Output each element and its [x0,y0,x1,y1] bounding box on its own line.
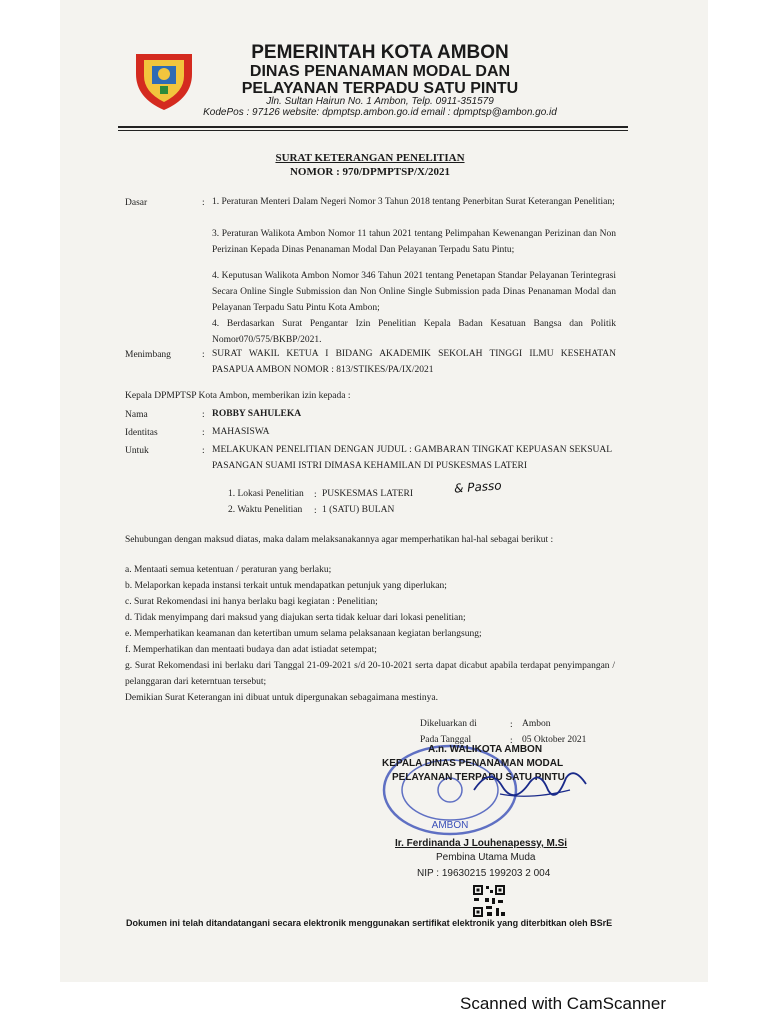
closing-text: Demikian Surat Keterangan ini dibuat untuk dipergunakan sebagaimana mestinya. [125,693,438,703]
untuk-label: Untuk [125,446,149,456]
header-divider [118,126,628,128]
waktu-label: 2. Waktu Penelitian [228,505,303,515]
nama-label: Nama [125,410,148,420]
lokasi-colon: : [314,490,317,500]
untuk-value: MELAKUKAN PENELITIAN DENGAN JUDUL : GAMBARAN TINGKAT KEPUASAN SEKSUAL PASANGAN SUAMI ISTRI DIMASA KEHAMILAN DI PUSKESMAS LATERI [212,445,612,471]
handwritten-signature [470,760,590,810]
untuk-colon: : [202,446,205,456]
signatory-name: Ir. Ferdinanda J Louhenapessy, M.Si [395,838,568,849]
dasar-item: 3. Peraturan Walikota Ambon Nomor 11 tahun 2021 tentang Pelimpahan Kewenangan Perizinan dan Non Perizinan Kepada Dinas Penanaman Modal Dan Pelayanan Terpadu Satu Pintu; [212,229,616,255]
signatory-line1: A.n. WALIKOTA AMBON [428,744,543,755]
issued-place-label: Dikeluarkan di [420,719,477,729]
condition-item: b. Melaporkan kepada instansi terkait untuk mendapatkan petunjuk yang diperlukan; [125,581,447,591]
dasar-colon: : [202,198,205,208]
condition-item: e. Memperhatikan keamanan dan ketertiban umum selama pelaksanaan kegiatan berlangsung; [125,629,482,639]
issued-date-colon: : [510,736,513,746]
dasar-item: 1. Peraturan Menteri Dalam Negeri Nomor 3 Tahun 2018 tentang Penerbitan Surat Keterangan Penelitian; [212,197,615,207]
document-number: NOMOR : 970/DPMPTSP/X/2021 [289,166,451,178]
nama-colon: : [202,410,205,420]
dasar-label: Dasar [125,198,148,208]
condition-item: d. Tidak menyimpang dari maksud yang diajukan serta tidak keluar dari lokasi penelitian; [125,613,466,623]
signatory-rank: Pembina Utama Muda [436,852,536,863]
closing-intro: Sehubungan dengan maksud diatas, maka dalam melaksanakannya agar memperhatikan hal-hal sebagai berikut : [125,535,554,545]
lokasi-handwritten-note: & Passo [453,478,503,496]
menimbang-text: SURAT WAKIL KETUA I BIDANG AKADEMIK SEKOLAH TINGGI ILMU KESEHATAN PASAPUA AMBON NOMOR : 813/STIKES/PA/IX/2021 [212,349,616,375]
signatory-line3: PELAYANAN TERPADU SATU PINTU [392,772,565,783]
scanner-watermark: Scanned with CamScanner [460,994,667,1013]
lokasi-label: 1. Lokasi Penelitian [228,489,304,499]
document-title: SURAT KETERANGAN PENELITIAN [275,152,465,164]
menimbang-label: Menimbang [125,350,171,360]
header-divider-thin [118,130,628,131]
issued-place-colon: : [510,720,513,730]
condition-item: c. Surat Rekomendasi ini hanya berlaku bagi kegiatan : Penelitian; [125,597,378,607]
waktu-value: 1 (SATU) BULAN [322,505,395,515]
nama-value: ROBBY SAHULEKA [212,409,302,419]
signatory-nip: NIP : 19630215 199203 2 004 [417,868,551,879]
identitas-colon: : [202,428,205,438]
dasar-item: 4. Keputusan Walikota Ambon Nomor 346 Tahun 2021 tentang Penetapan Standar Pelayanan Terintegrasi Secara Online Single Submission dan Non Online Single Submission pada Dinas Penanaman Modal dan Pelayanan Terpadu Satu Pintu Kota Ambon; [212,271,616,313]
header-agency-line1: DINAS PENANAMAN MODAL DAN [249,63,511,80]
waktu-colon: : [314,506,317,516]
issued-date-value: 05 Oktober 2021 [522,735,587,745]
stamp-text: AMBON [431,820,469,831]
menimbang-colon: : [202,350,205,360]
signatory-line2: KEPALA DINAS PENANAMAN MODAL [382,758,564,769]
issued-place-value: Ambon [522,719,551,729]
lokasi-value: PUSKESMAS LATERI [322,489,414,499]
condition-item: a. Mentaati semua ketentuan / peraturan yang berlaku; [125,565,332,575]
identitas-value: MAHASISWA [212,427,270,437]
issued-date-label: Pada Tanggal [420,735,472,745]
header-contact: KodePos : 97126 website: dpmptsp.ambon.go.id email : dpmptsp@ambon.go.id [203,107,557,118]
header-agency-line2: PELAYANAN TERPADU SATU PINTU [241,80,519,97]
intro-text: Kepala DPMPTSP Kota Ambon, memberikan izin kepada : [125,391,351,401]
dasar-item: 4. Berdasarkan Surat Pengantar Izin Penelitian Kepala Badan Kesatuan Bangsa dan Politik Nomor070/575/BKBP/2021. [212,319,616,345]
footer-note: Dokumen ini telah ditandatangani secara elektronik menggunakan sertifikat elektronik yang diterbitkan oleh BSrE [126,918,613,928]
header-address: Jln. Sultan Hairun No. 1 Ambon, Telp. 0911-351579 [266,96,494,107]
header-government: PEMERINTAH KOTA AMBON [251,42,509,63]
condition-item: g. Surat Rekomendasi ini berlaku dari Tanggal 21-09-2021 s/d 20-10-2021 serta dapat dicabut apabila terdapat penyimpangan / pelanggaran dari keterntuan tersebut; [125,661,615,687]
condition-item: f. Memperhatikan dan mentaati budaya dan adat istiadat setempat; [125,645,377,655]
identitas-label: Identitas [125,428,158,438]
qr-code-icon [472,884,506,918]
